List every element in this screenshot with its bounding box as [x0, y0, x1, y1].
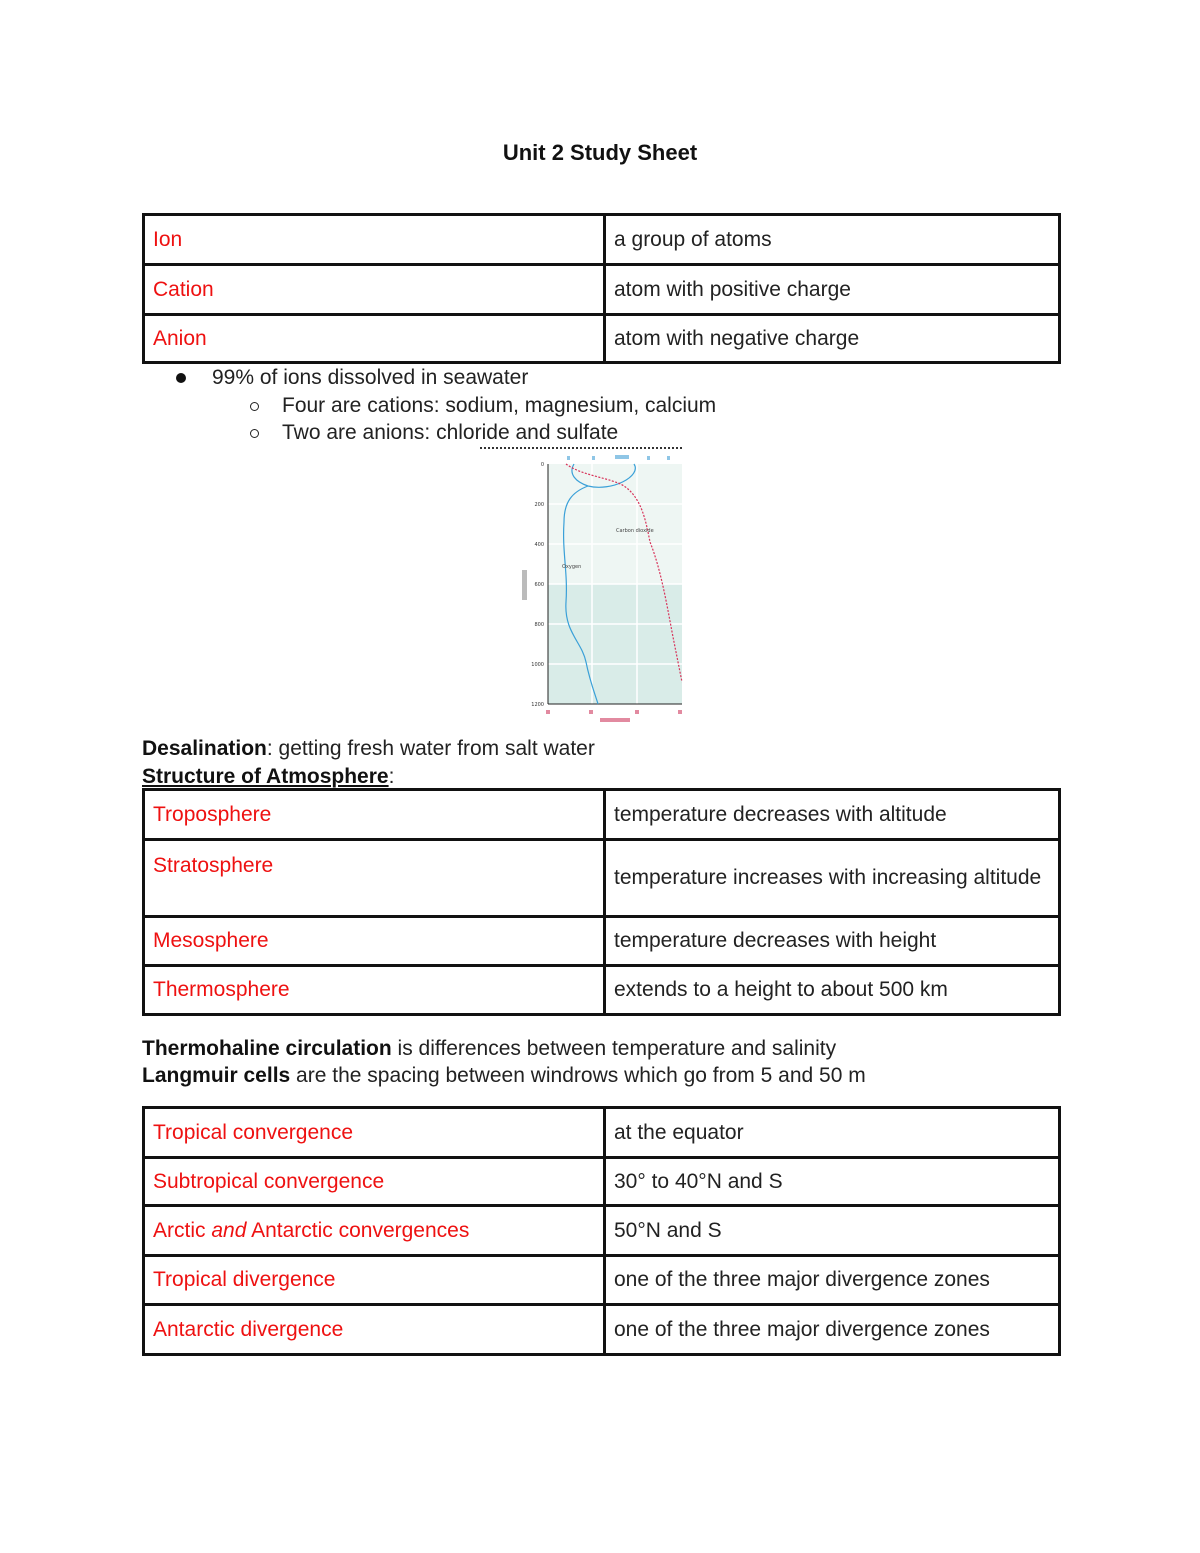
desalination-line [142, 735, 595, 763]
term-cell: Mesosphere [144, 917, 605, 966]
term-cell: Subtropical convergence [144, 1158, 605, 1206]
list-item [0, 392, 1200, 420]
table-row [144, 840, 1060, 917]
list-item [0, 419, 1200, 447]
term-cell: Anion [144, 315, 605, 363]
y-tick-label: 600 [534, 582, 544, 588]
y-tick-label: 0 [540, 462, 544, 468]
thermohaline-text: is differences between temperature and salinity [391, 1037, 837, 1060]
table-row [144, 1108, 1060, 1158]
y-tick-label: 1000 [531, 662, 544, 668]
term-cell: Tropical divergence [144, 1256, 605, 1305]
y-tick-label: 800 [534, 622, 544, 628]
table-row [144, 1305, 1060, 1355]
langmuir-text: are the spacing between windrows which go from 5 and 50 m [290, 1064, 866, 1087]
term-part: Antarctic convergences [246, 1218, 470, 1242]
table-row [144, 265, 1060, 315]
definition-cell: atom with positive charge [605, 265, 1060, 315]
table-row [144, 790, 1060, 840]
bullet-text: Four are cations: sodium, magnesium, calcium [282, 393, 717, 417]
definition-cell: a group of atoms [605, 215, 1060, 265]
bullet-text: 99% of ions dissolved in seawater [212, 366, 529, 389]
langmuir-term: Langmuir cells [142, 1064, 291, 1087]
bullet-text: Two are anions: chloride and sulfate [282, 421, 619, 444]
table-row [144, 1256, 1060, 1305]
bullet-dot-icon [176, 373, 186, 383]
page-title: Unit 2 Study Sheet [502, 140, 698, 165]
y-tick-label: 1200 [531, 702, 544, 708]
table-row [144, 215, 1060, 265]
gas-depth-profile-figure [512, 452, 692, 724]
term-cell: Troposphere [144, 790, 605, 840]
term-part: Arctic [153, 1218, 212, 1242]
definition-cell: temperature decreases with height [605, 917, 1060, 966]
bottom-axis-ticks [546, 710, 682, 722]
definition-cell: one of the three major divergence zones [605, 1305, 1060, 1355]
oxygen-label: Oxygen [562, 564, 582, 570]
y-axis-title-blur [522, 570, 527, 600]
y-tick-label: 400 [534, 542, 544, 548]
bullet-circle-icon [250, 402, 259, 411]
ions-table [142, 213, 1061, 364]
term-cell: Antarctic divergence [144, 1305, 605, 1355]
table-row [144, 917, 1060, 966]
definition-cell: one of the three major divergence zones [605, 1256, 1060, 1305]
ion-bullet-list [0, 364, 1200, 447]
definition-cell: extends to a height to about 500 km [605, 966, 1060, 1015]
table-row [144, 966, 1060, 1015]
langmuir-line [142, 1062, 866, 1090]
term-cell [144, 1206, 605, 1256]
convergence-table [142, 1106, 1061, 1356]
definition-cell: temperature decreases with altitude [605, 790, 1060, 840]
atmosphere-table [142, 788, 1061, 1016]
term-cell: Thermosphere [144, 966, 605, 1015]
table-row [144, 1158, 1060, 1206]
definition-cell: at the equator [605, 1108, 1060, 1158]
definition-cell: 50°N and S [605, 1206, 1060, 1256]
thermohaline-term: Thermohaline circulation [142, 1037, 392, 1060]
atmosphere-heading [142, 763, 394, 791]
definition-cell: 30° to 40°N and S [605, 1158, 1060, 1206]
bullet-circle-icon [250, 429, 259, 438]
y-tick-labels [531, 462, 544, 708]
dotted-divider [480, 447, 682, 449]
thermohaline-line [142, 1035, 836, 1063]
term-part-italic: and [211, 1218, 247, 1242]
definition-cell: atom with negative charge [605, 315, 1060, 363]
term-cell: Stratosphere [144, 840, 605, 917]
table-row [144, 315, 1060, 363]
desalination-text: : getting fresh water from salt water [266, 737, 595, 760]
carbon-dioxide-label: Carbon dioxide [616, 528, 654, 534]
top-axis-ticks [567, 455, 670, 460]
list-item [0, 364, 1200, 392]
atmosphere-heading-term: Structure of Atmosphere [142, 765, 389, 788]
y-tick-label: 200 [534, 502, 544, 508]
table-row [144, 1206, 1060, 1256]
term-cell: Cation [144, 265, 605, 315]
definition-cell: temperature increases with increasing altitude [605, 840, 1060, 917]
term-cell: Ion [144, 215, 605, 265]
desalination-term: Desalination [142, 737, 267, 760]
atmosphere-heading-colon: : [388, 765, 395, 788]
term-cell: Tropical convergence [144, 1108, 605, 1158]
